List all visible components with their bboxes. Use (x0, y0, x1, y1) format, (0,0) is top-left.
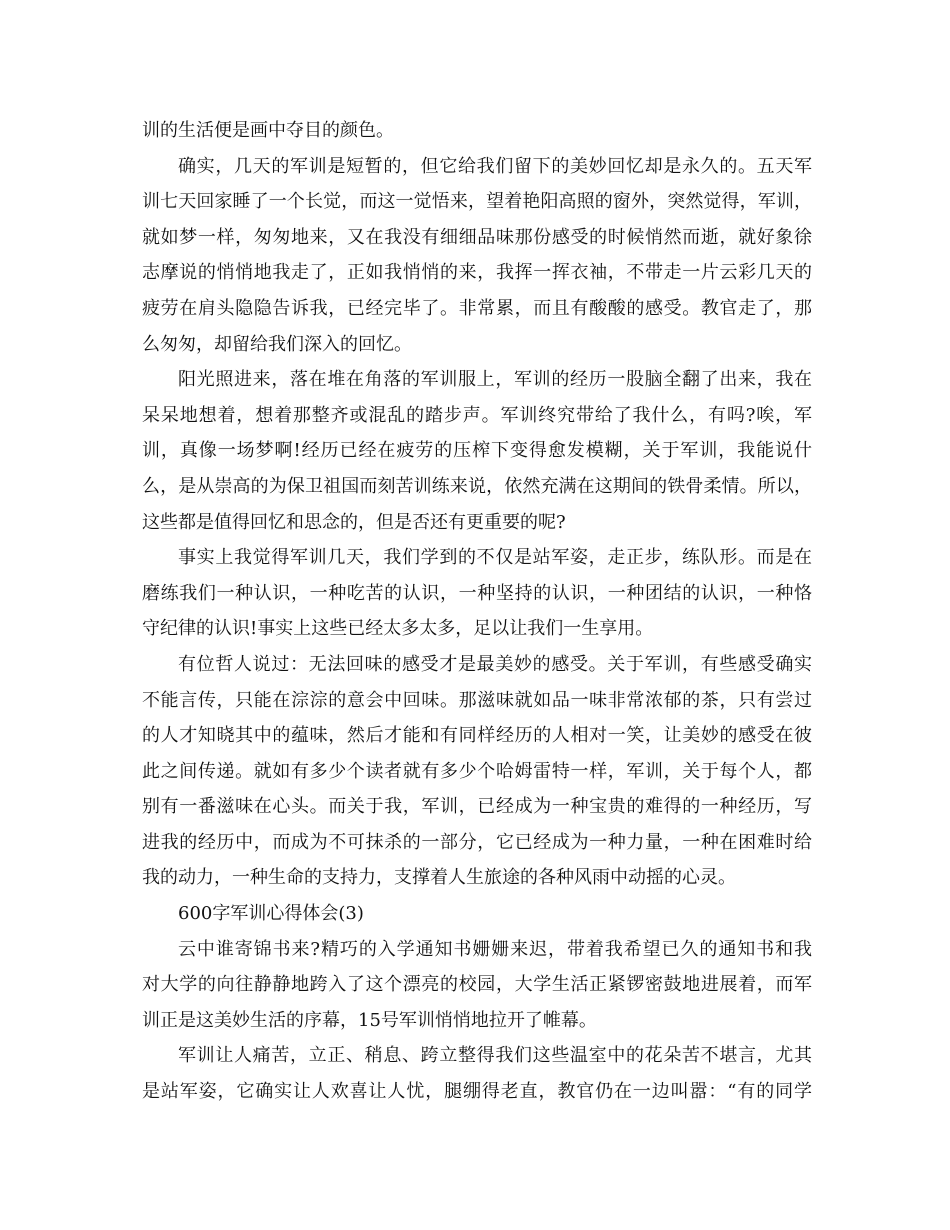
text-line: 志摩说的悄悄地我走了，正如我悄悄的来，我挥一挥衣袖，不带走一片云彩几天的 (142, 262, 812, 284)
paragraph-first-line: 云中谁寄锦书来?精巧的入学通知书姗姗来迟，带着我希望已久的通知书和我 (178, 938, 812, 960)
text-line: 我的动力，一种生命的支持力，支撑着人生旅途的各种风雨中动摇的心灵。 (142, 867, 736, 889)
text-line: 么匆匆，却留给我们深入的回忆。 (142, 333, 412, 355)
text-line: 是站军姿，它确实让人欢喜让人忧，腿绷得老直，教官仍在一边叫嚣：“有的同学 (142, 1081, 812, 1103)
text-line: 疲劳在肩头隐隐告诉我，已经完毕了。非常累，而且有酸酸的感受。教官走了，那 (142, 297, 812, 319)
paragraph-first-line: 阳光照进来，落在堆在角落的军训服上，军训的经历一股脑全翻了出来，我在 (178, 369, 812, 391)
text-line: 守纪律的认识!事实上这些已经太多太多，足以让我们一生享用。 (142, 618, 654, 640)
paragraph-first-line: 军训让人痛苦，立正、稍息、跨立整得我们这些温室中的花朵苦不堪言，尤其 (178, 1045, 812, 1067)
text-line: 别有一番滋味在心头。而关于我，军训，已经成为一种宝贵的难得的一种经历，写 (142, 796, 812, 818)
paragraph-first-line: 确实，几天的军训是短暂的，但它给我们留下的美妙回忆却是永久的。五天军 (178, 155, 812, 177)
text-line: 训七天回家睡了一个长觉，而这一觉悟来，望着艳阳高照的窗外，突然觉得，军训， (142, 191, 812, 213)
paragraph-first-line: 事实上我觉得军训几天，我们学到的不仅是站军姿，走正步，练队形。而是在 (178, 547, 812, 569)
text-line: 训的生活便是画中夺目的颜色。 (142, 120, 394, 141)
text-line: 这些都是值得回忆和思念的，但是否还有更重要的呢? (142, 511, 566, 533)
text-line: 训正是这美妙生活的序幕，15号军训悄悄地拉开了帷幕。 (142, 1009, 597, 1031)
section-heading: 600字军训心得体会(3) (178, 903, 364, 925)
text-line: 的人才知晓其中的蕴味，然后才能和有同样经历的人相对一笑，让美妙的感受在彼 (142, 725, 812, 747)
text-line: 此之间传递。就如有多少个读者就有多少个哈姆雷特一样，军训，关于每个人，都 (142, 760, 812, 782)
document-body (142, 113, 812, 1110)
text-line: 磨练我们一种认识，一种吃苦的认识，一种坚持的认识，一种团结的认识，一种恪 (142, 582, 812, 604)
text-line: 不能言传，只能在淙淙的意会中回味。那滋味就如品一味非常浓郁的茶，只有尝过 (142, 689, 812, 711)
text-line: 进我的经历中，而成为不可抹杀的一部分，它已经成为一种力量，一种在困难时给 (142, 831, 812, 853)
text-line: 么，是从崇高的为保卫祖国而刻苦训练来说，依然充满在这期间的铁骨柔情。所以， (142, 475, 812, 497)
text-line: 训，真像一场梦啊!经历已经在疲劳的压榨下变得愈发模糊，关于军训，我能说什 (142, 440, 812, 462)
text-line: 就如梦一样，匆匆地来，又在我没有细细品味那份感受的时候悄然而逝，就好象徐 (142, 226, 812, 248)
text-line: 呆呆地想着，想着那整齐或混乱的踏步声。军训终究带给了我什么，有吗?唉，军 (142, 404, 812, 426)
paragraph-first-line: 有位哲人说过：无法回味的感受才是最美妙的感受。关于军训，有些感受确实 (178, 653, 812, 675)
text-line: 对大学的向往静静地跨入了这个漂亮的校园，大学生活正紧锣密鼓地进展着，而军 (142, 974, 812, 996)
